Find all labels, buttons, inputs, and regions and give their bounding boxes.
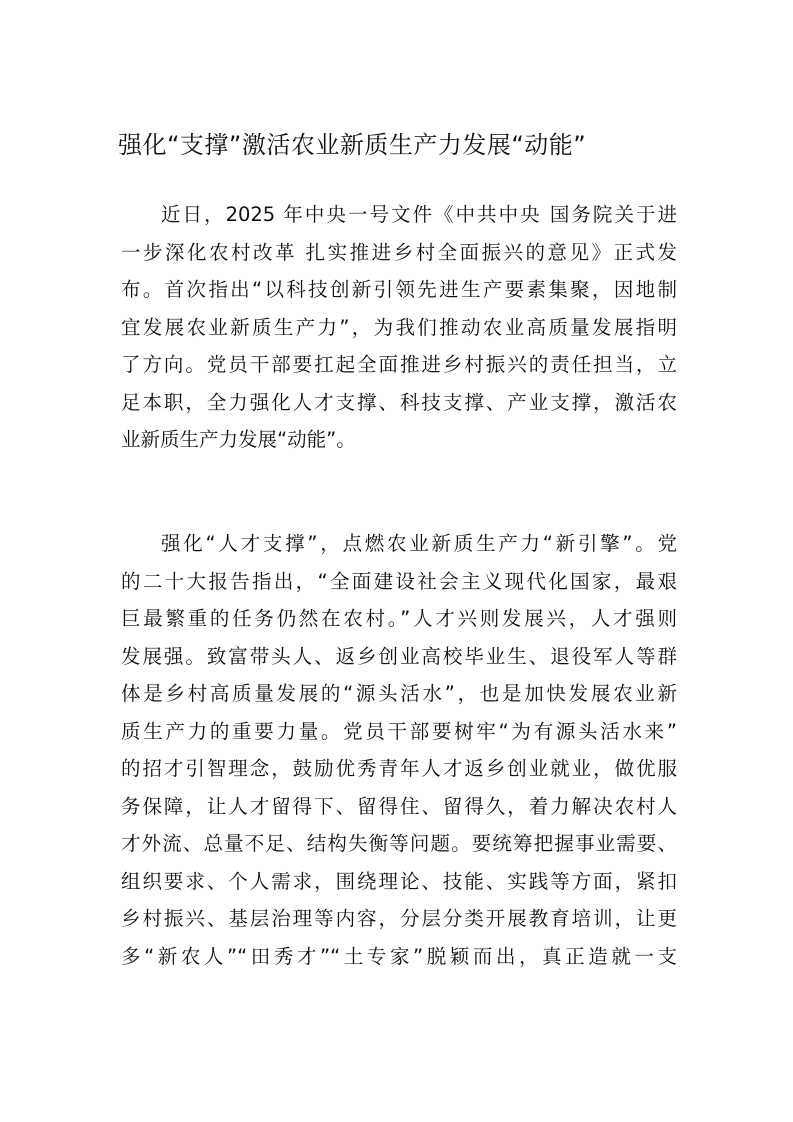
- text-line: 的二十大报告指出，“全面建设社会主义现代化国家，最艰: [121, 569, 677, 593]
- text-line: 务保障，让人才留得下、留得住、留得久，着力解决农村人: [121, 794, 677, 818]
- text-line: 布。首次指出“以科技创新引领先进生产要素集聚，因地制: [121, 278, 677, 301]
- text-line: 体是乡村高质量发展的“源头活水”，也是加快发展农业新: [121, 682, 677, 705]
- text-line: 组织要求、个人需求，围绕理论、技能、实践等方面，紧扣: [121, 869, 677, 893]
- text-line: 巨最繁重的任务仍然在农村。”人才兴则发展兴，人才强则: [121, 607, 677, 630]
- text-line: 了方向。党员干部要扛起全面推进乡村振兴的责任担当，立: [121, 353, 677, 376]
- text-line: 业新质生产力发展“动能”。: [121, 428, 356, 451]
- paragraph-talent-support: [121, 525, 677, 975]
- text-line: 宜发展农业新质生产力”，为我们推动农业高质量发展指明: [121, 315, 677, 339]
- text-line: 乡村振兴、基层治理等内容，分层分类开展教育培训，让更: [121, 907, 677, 930]
- text-line: 多“新农人”“田秀才”“土专家”脱颖而出，真正造就一支: [121, 944, 677, 968]
- document-title: 强化“支撑”激活农业新质生产力发展“动能”: [118, 131, 587, 159]
- text-line: 一步深化农村改革 扎实推进乡村全面振兴的意见》正式发: [121, 240, 677, 264]
- paragraph-intro: [121, 196, 677, 459]
- text-line: 足本职，全力强化人才支撑、科技支撑、产业支撑，激活农: [121, 390, 677, 414]
- text-line: 强化“人才支撑”，点燃农业新质生产力“新引擎”。党: [161, 532, 677, 555]
- text-line: 才外流、总量不足、结构失衡等问题。要统筹把握事业需要、: [121, 832, 677, 855]
- text-line: 发展强。致富带头人、返乡创业高校毕业生、退役军人等群: [121, 644, 677, 668]
- text-line: 的招才引智理念，鼓励优秀青年人才返乡创业就业，做优服: [121, 757, 677, 780]
- text-line: 近日，2025 年中央一号文件《中共中央 国务院关于进: [161, 203, 677, 226]
- text-line: 质生产力的重要力量。党员干部要树牢“为有源头活水来”: [121, 719, 677, 743]
